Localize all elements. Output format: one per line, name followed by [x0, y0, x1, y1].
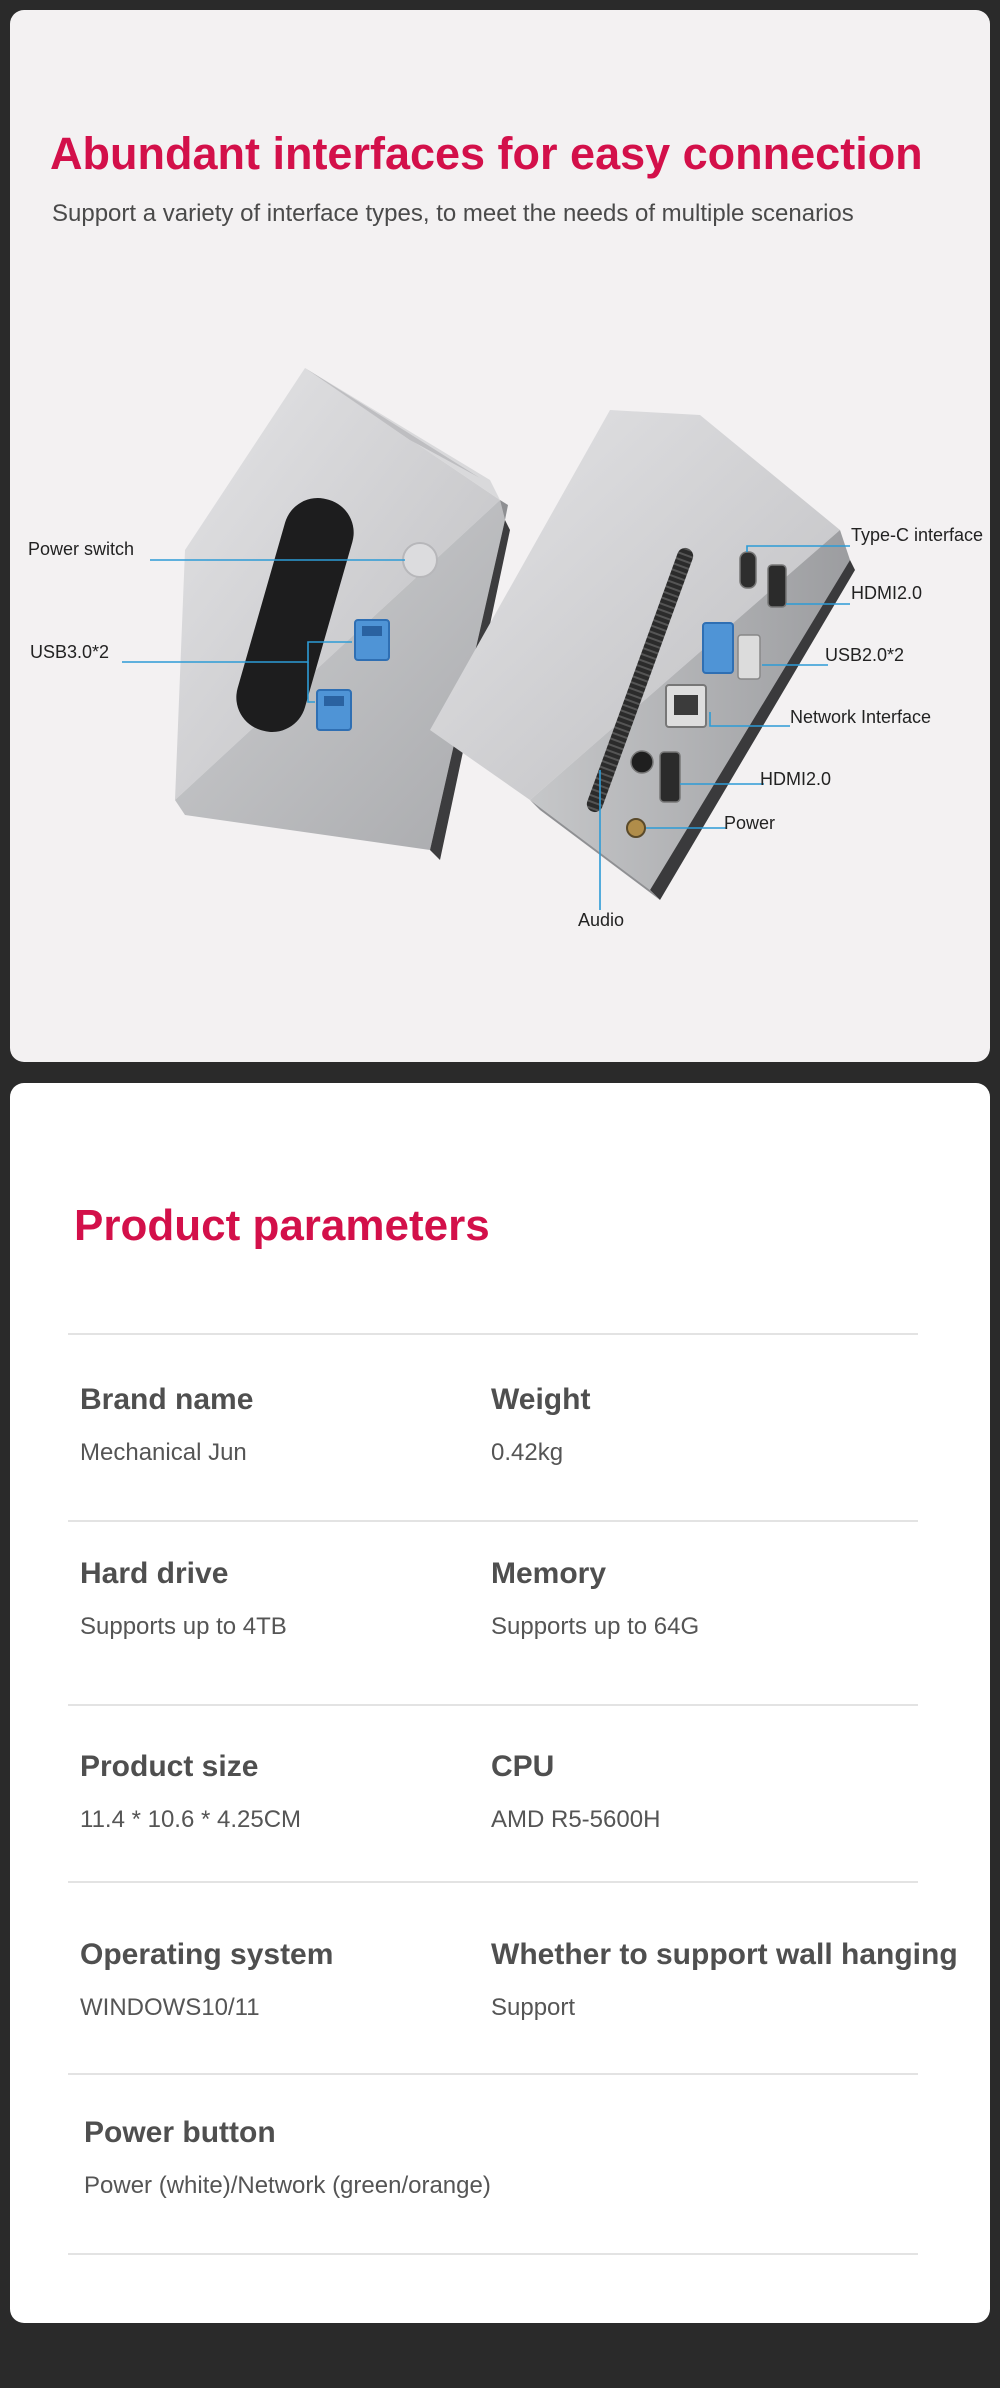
callout-power: Power: [724, 813, 776, 833]
operating-system-label: Operating system: [80, 1938, 334, 1971]
brand-name-label: Brand name: [80, 1383, 254, 1416]
interfaces-subtitle: Support a variety of interface types, to meet the needs of multiple scenarios: [52, 200, 854, 227]
callout-usb30: USB3.0*2: [30, 642, 110, 662]
divider: [68, 1520, 918, 1522]
product-parameters-section: [10, 1083, 990, 2323]
cpu-label: CPU: [491, 1750, 555, 1783]
operating-system-value: WINDOWS10/11: [80, 1994, 260, 2021]
parameters-title: Product parameters: [74, 1201, 490, 1250]
callout-hdmi-top: HDMI2.0: [851, 583, 923, 603]
wall-hanging-value: Support: [491, 1994, 576, 2021]
divider: [68, 1333, 918, 1335]
callout-audio: Audio: [578, 910, 625, 930]
callout-network: Network Interface: [790, 707, 932, 727]
brand-name-value: Mechanical Jun: [80, 1439, 247, 1466]
mini-pc-rear-view: [430, 410, 855, 900]
callout-usb20: USB2.0*2: [825, 645, 905, 665]
product-size-label: Product size: [80, 1750, 259, 1783]
wall-hanging-label: Whether to support wall hanging: [491, 1938, 958, 1971]
callout-power-switch: Power switch: [28, 539, 135, 559]
divider: [68, 1704, 918, 1706]
power-button-label: Power button: [84, 2116, 276, 2149]
divider: [68, 2253, 918, 2255]
product-size-value: 11.4 * 10.6 * 4.25CM: [80, 1806, 302, 1833]
interfaces-headline: Abundant interfaces for easy connection: [50, 128, 923, 179]
mini-pc-front-view: [175, 368, 510, 860]
memory-label: Memory: [491, 1557, 607, 1590]
hard-drive-value: Supports up to 4TB: [80, 1613, 287, 1640]
weight-value: 0.42kg: [491, 1439, 564, 1466]
power-button-value: Power (white)/Network (green/orange): [84, 2172, 491, 2199]
callout-hdmi-bottom: HDMI2.0: [760, 769, 832, 789]
cpu-value: AMD R5-5600H: [491, 1806, 661, 1833]
callout-type-c: Type-C interface: [851, 525, 984, 545]
divider: [68, 1881, 918, 1883]
memory-value: Supports up to 64G: [491, 1613, 700, 1640]
weight-label: Weight: [491, 1383, 591, 1416]
interfaces-section: [10, 10, 990, 1062]
hard-drive-label: Hard drive: [80, 1557, 229, 1590]
divider: [68, 2073, 918, 2075]
